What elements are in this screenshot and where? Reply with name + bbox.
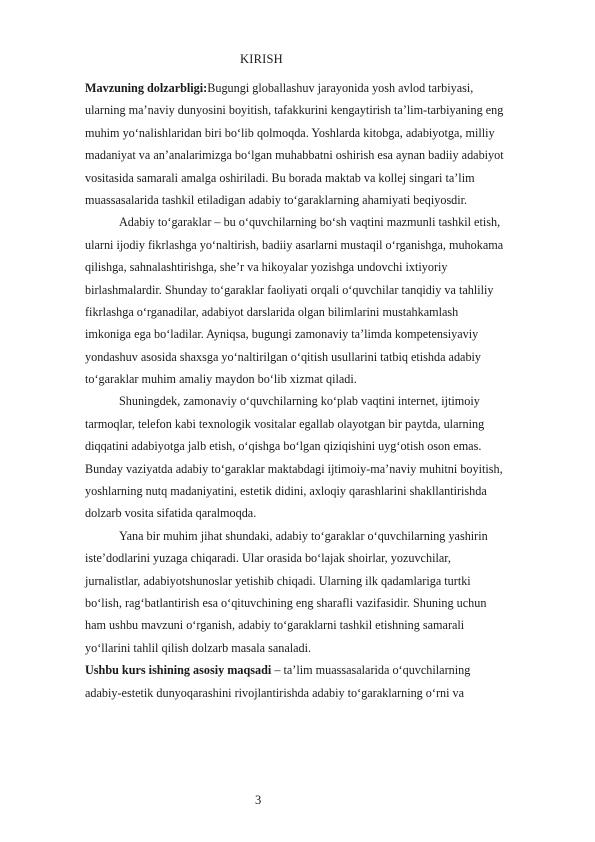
text-line: madaniyat va an’analarimizga bo‘lgan muhabbatni oshirish esa aynan badiiy adabiyot [85,148,504,163]
text-line: muassasalarida tashkil etiladigan adabiy to‘garaklarning ahamiyati beqiyosdir. [85,192,468,207]
text-line: Yana bir muhim jihat shundaki, adabiy to‘garaklar o‘quvchilarning yashirin [119,528,488,543]
text-line: muhim yo‘nalishlaridan biri bo‘lib qolmoqda. Yoshlarda kitobga, adabiyotga, milliy [85,125,495,140]
text-line: ularning ma’naviy dunyosini boyitish, tafakkurini kengaytirish ta’lim-tarbiyaning eng [85,103,504,118]
text-line: dolzarb vosita sifatida qaralmoqda. [85,506,257,521]
text-line: yo‘llarini tahlil qilish dolzarb masala sanaladi. [85,640,312,655]
text-line: to‘garaklar muhim amaliy maydon bo‘lib xizmat qiladi. [85,372,357,387]
text-line: ularni ijodiy fikrlashga yo‘naltirish, badiiy asarlarni mustaqil o‘rganishga, muhokama [85,237,504,252]
text-line: Shuningdek, zamonaviy o‘quvchilarning ko‘plab vaqtini internet, ijtimoiy [119,394,480,409]
text-line: Bunday vaziyatda adabiy to‘garaklar maktabdagi ijtimoiy-ma’naviy muhitni boyitish, [85,461,503,476]
text-line: ham ushbu mavzuni o‘rganish, adabiy to‘garaklarni tashkil etishning samarali [85,618,465,633]
text-line: qilishga, sahnalashtirishga, she’r va hikoyalar yozishga undovchi ixtiyoriy [85,260,448,275]
text-line: imkoniga ega bo‘ladilar. Ayniqsa, bugungi zamonaviy ta’limda kompetensiyaviy [85,327,479,342]
text-span: – ta’lim muassasalarida o‘quvchilarning [271,663,471,678]
body-text [85,77,567,704]
text-line: bo‘lish, rag‘batlantirish esa o‘qituvchining eng sharafli vazifasidir. Shuning uchun [85,595,487,610]
text-line: birlashmalardir. Shunday to‘garaklar faoliyati orqali o‘quvchilar tanqidiy va tahliliy [85,282,494,297]
text-line: yondashuv asosida shaxsga yo‘naltirilgan o‘qitish usullarini tatbiq etishda adabiy [85,349,482,364]
text-line: Adabiy to‘garaklar – bu o‘quvchilarning bo‘sh vaqtini mazmunli tashkil etish, [119,215,501,230]
page-number: 3 [255,793,262,807]
text-line: yoshlarning nutq madaniyatini, estetik didini, axloqiy qarashlarini shakllantirishda [85,484,487,499]
text-span: Bugungi globallashuv jarayonida yosh avlod tarbiyasi, [207,81,474,95]
text-line: vositasida samarali amalga oshiriladi. Bu borada maktab va kollej singari ta’lim [85,170,475,185]
text-line: diqqatini adabiyotga jalb etish, o‘qishga bo‘lgan qiziqishini uyg‘otish oson emas. [85,439,482,454]
text-line [85,77,567,99]
text-line: jurnalistlar, adabiyotshunoslar yetishib chiqadi. Ularning ilk qadamlariga turtki [85,573,471,588]
aim-label: Ushbu kurs ishining asosiy maqsadi [85,663,272,678]
text-line: iste’dodlarini yuzaga chiqaradi. Ular orasida bo‘lajak shoirlar, yozuvchilar, [85,551,451,566]
text-line: tarmoqlar, telefon kabi texnologik vositalar egallab olayotgan bir paytda, ularning [85,416,485,431]
relevance-label: Mavzuning dolzarbligi: [85,81,208,95]
text-line: adabiy-estetik dunyoqarashini rivojlantirishda adabiy to‘garaklarning o‘rni va [85,685,465,700]
text-line: fikrlashga o‘rganadilar, adabiyot darslarida olgan bilimlarini mustahkamlash [85,304,459,319]
text-line [85,659,567,681]
section-heading: KIRISH [240,52,283,66]
